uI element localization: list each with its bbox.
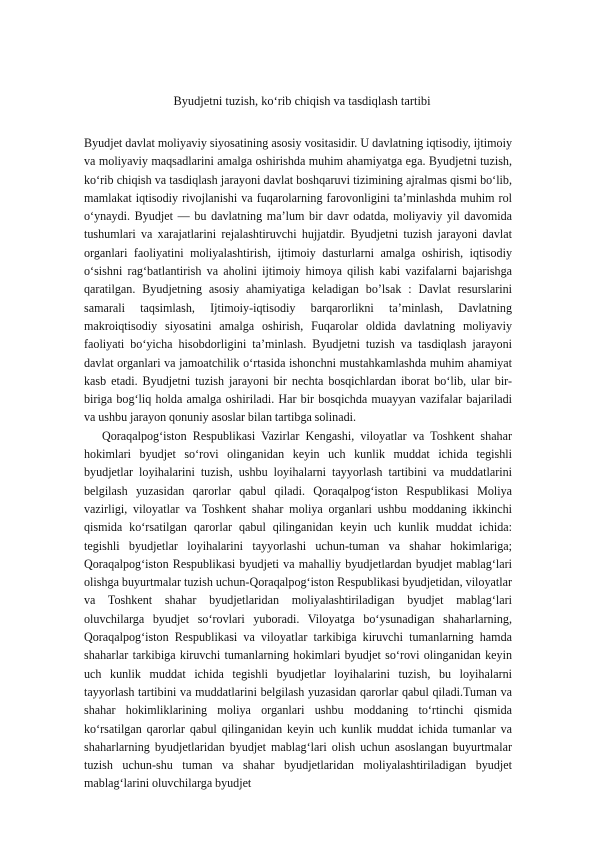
document-page [84,0,512,793]
document-title: Byudjetni tuzish, ko‘rib chiqish va tasdiqlash tartibi [173,94,431,108]
paragraph-intro: Byudjet davlat moliyaviy siyosatining asosiy vositasidir. U davlatning iqtisodiy, ijtimoiy va moliyaviy maqsadlarini amalga oshirishda muhim ahamiyatga ega. Byudjetni tuzish, ko‘rib chiqish va tasdiqlash jarayoni davlat boshqaruvi tizimining ajralmas qismi bo‘lib, mamlakat iqtisodiy rivojlanishi va fuqarolarning farovonligini ta’minlashda muhim rol o‘ynaydi. Byudjet — bu davlatning ma’lum bir davr odatda, moliyaviy yil davomida tushumlari va xarajatlarini rejalashtiruvchi hujjatdir. Byudjetni tuzish jarayoni davlat organlari faoliyatini moliyalashtirish, ijtimoiy dasturlarni amalga oshirish, iqtisodiy o‘sishni rag‘batlantirish va aholini ijtimoiy himoya qilish kabi vazifalarni bajarishga qaratilgan. Byudjetning asosiy ahamiyatiga keladigan bo’lsak : Davlat resurslarini samarali taqsimlash, Ijtimoiy-iqtisodiy barqarorlikni ta’minlash, Davlatning makroiqtisodiy siyosatini amalga oshirish, Fuqarolar oldida davlatning moliyaviy faoliyati bo‘yicha hisobdorligini ta’minlash. Byudjetni tuzish va tasdiqlash jarayoni davlat organlari va jamoatchilik o‘rtasida ishonchni mustahkamlashda muhim ahamiyat kasb etadi. Byudjetni tuzish jarayoni bir nechta bosqichlardan iborat bo‘lib, ular bir-biriga bog‘liq holda amalga oshiriladi. Har bir bosqichda muayyan vazifalar bajariladi va ushbu jarayon qonuniy asoslar bilan tartibga solinadi. [84,136,512,425]
paragraph-procedure: Qoraqalpog‘iston Respublikasi Vazirlar Kengashi, viloyatlar va Toshkent shahar hokimlari byudjet so‘rovi olinganidan keyin uch kunlik muddat ichida tegishli byudjetlar loyihalarini tuzish, ushbu loyihalarni tayyorlash tartibini va muddatlarini belgilash yuzasidan qarorlar qabul qiladi. Qoraqalpog‘iston Respublikasi Moliya vazirligi, viloyatlar va Toshkent shahar moliya organlari ushbu moddaning ikkinchi qismida ko‘rsatilgan qarorlar qabul qilinganidan keyin uch kunlik muddat ichida: tegishli byudjetlar loyihalarini tayyorlashi uchun-tuman va shahar hokimlariga; Qoraqalpog‘iston Respublikasi byudjeti va mahalliy byudjetlardan byudjet mablag‘lari olishga buyurtmalar tuzish uchun-Qoraqalpog‘iston Respublikasi byudjetidan, viloyatlar va Toshkent shahar byudjetlaridan moliyalashtiriladigan byudjet mablag‘lari oluvchilarga byudjet so‘rovlari yuboradi. Viloyatga bo‘ysunadigan shaharlarning, Qoraqalpog‘iston Respublikasi va viloyatlar tarkibiga kiruvchi tumanlarning hamda shaharlar tarkibiga kiruvchi tumanlarning hokimlari byudjet so‘rovi olinganidan keyin uch kunlik muddat ichida tegishli byudjetlar loyihalarini tuzish, bu loyihalarni tayyorlash tartibini va muddatlarini belgilash yuzasidan qarorlar qabul qiladi.Tuman va shahar hokimliklarining moliya organlari ushbu moddaning to‘rtinchi qismida ko‘rsatilgan qarorlar qabul qilinganidan keyin uch kunlik muddat ichida tumanlar va shaharlarning byudjetlaridan byudjet mablag‘lari olish uchun asoslangan buyurtmalar tuzish uchun-shu tuman va shahar byudjetlaridan moliyalashtiriladigan byudjet mablag‘larini oluvchilarga byudjet [84,428,512,791]
